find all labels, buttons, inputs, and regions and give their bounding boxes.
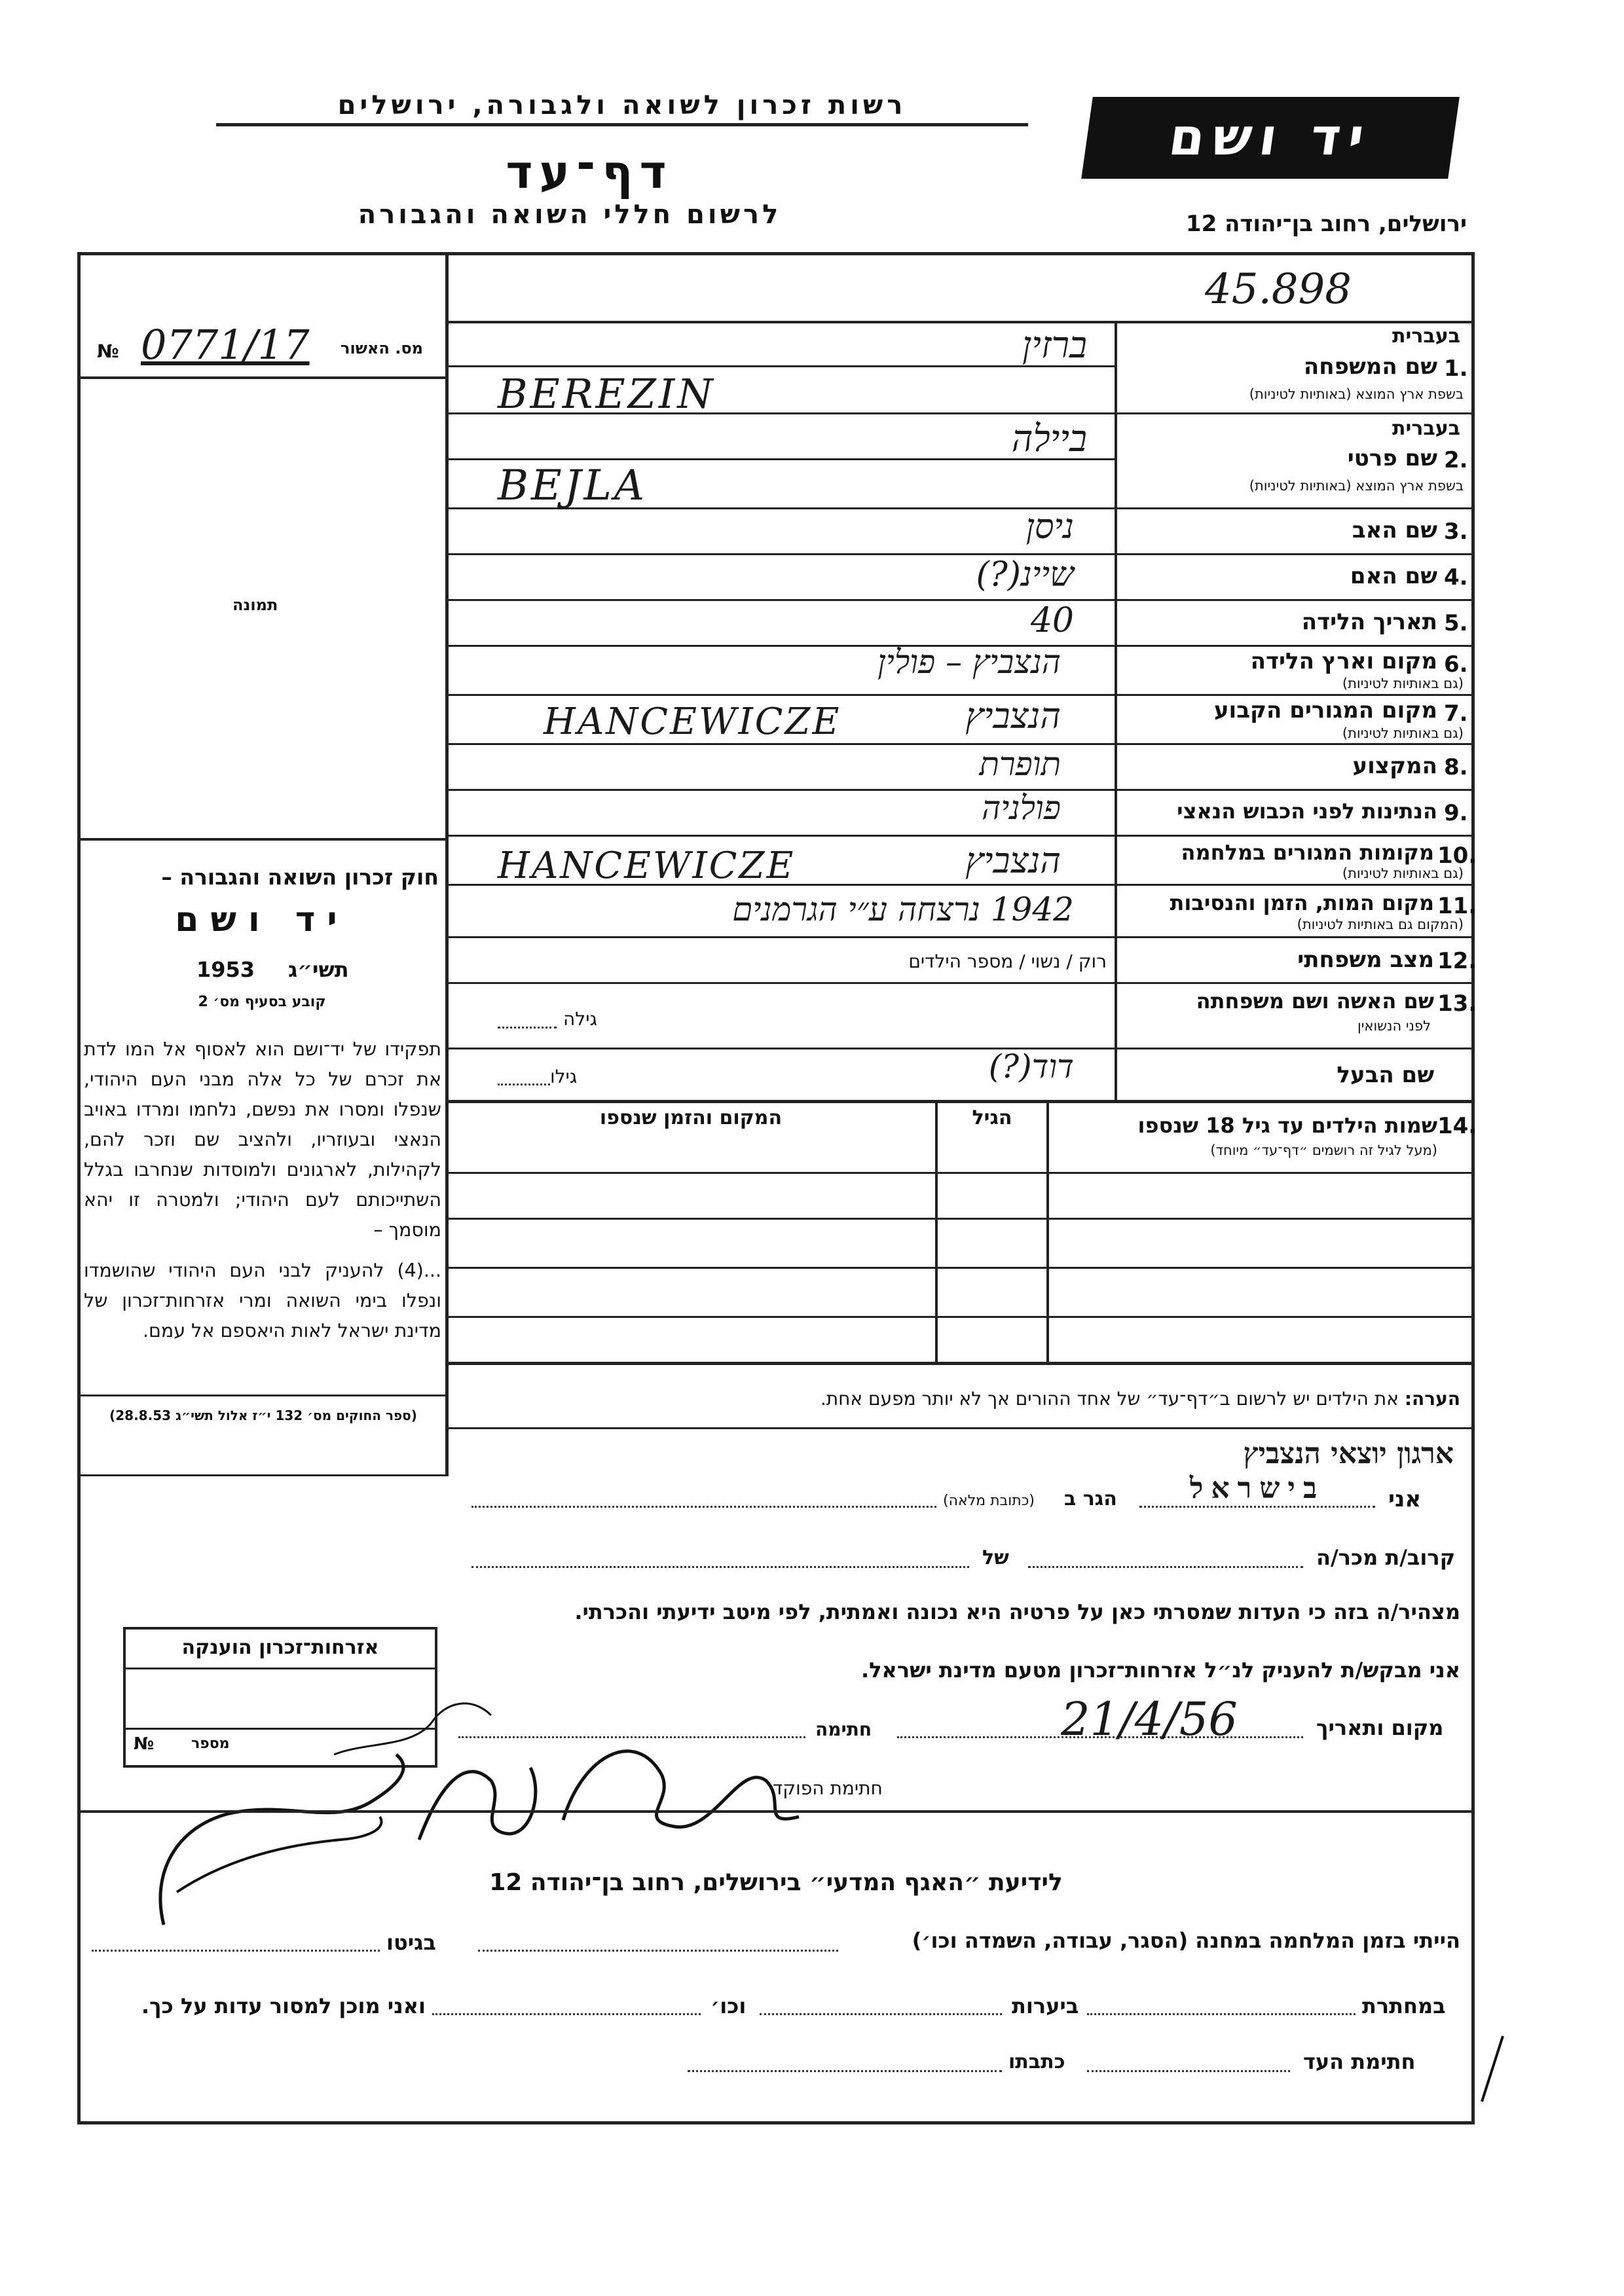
field-5-label: תאריך הלידה xyxy=(1301,609,1437,635)
children-row-rule xyxy=(447,1316,1475,1318)
field-11-label: מקום המות, הזמן והנסיבות xyxy=(1170,890,1434,915)
field-4-value[interactable]: שיינ(?) xyxy=(976,555,1074,594)
address-hint: (כתובת מלאה) xyxy=(943,1493,1035,1509)
approval-prefix: № xyxy=(97,340,119,362)
field-10-number: 10. xyxy=(1437,843,1477,869)
field-12-number: 12. xyxy=(1437,948,1477,974)
declarant-value[interactable]: בישראל xyxy=(1189,1472,1325,1505)
field-6-number: 6. xyxy=(1444,651,1468,678)
children-col-divider-2 xyxy=(935,1100,938,1362)
note-rule xyxy=(447,1427,1475,1429)
of-label: של xyxy=(982,1546,1009,1569)
declarant-label: אני xyxy=(1388,1486,1422,1512)
forests-label: ביערות xyxy=(1012,1994,1079,2018)
field-13-age-label: גילה xyxy=(563,1008,598,1030)
field-13-sub: לפני הנשואין xyxy=(1357,1018,1431,1034)
approval-number: 0771/17 xyxy=(141,321,310,369)
witness-signature-line[interactable] xyxy=(1087,2070,1290,2072)
ghetto-line[interactable] xyxy=(92,1950,380,1952)
note-row xyxy=(458,1388,1460,1410)
field-1-number: 1. xyxy=(1444,355,1468,382)
bottom-section-rule xyxy=(77,1810,1475,1813)
field-2-value-hebrew[interactable]: ביילה xyxy=(1011,418,1087,460)
children-row-rule xyxy=(447,1218,1475,1220)
field-11-value[interactable]: 1942 נרצחה ע״י הגרמנים xyxy=(732,890,1074,928)
children-col-divider-1 xyxy=(1046,1100,1049,1362)
row-rule xyxy=(447,835,1475,837)
citizenship-request: אני מבקש/ת להעניק לנ״ל אזרחות־זכרון מטעם מדינת ישראל. xyxy=(861,1658,1460,1683)
row-rule xyxy=(447,982,1475,984)
form-subtitle: לרשום חללי השואה והגבורה xyxy=(358,200,782,230)
field-13-label: שם האשה ושם משפחתה xyxy=(1196,989,1434,1013)
field-11-number: 11. xyxy=(1437,893,1477,919)
field-10-value-latin[interactable]: HANCEWICZE xyxy=(498,845,796,887)
field-7-label: מקום המגורים הקבוע xyxy=(1213,697,1437,723)
field-9-label: הנתינות לפני הכבוש הנאצי xyxy=(1177,799,1437,824)
husband-age-line[interactable] xyxy=(498,1084,550,1085)
partisans-label: במחתרת xyxy=(1362,1994,1446,2018)
field-13-age-line[interactable] xyxy=(498,1027,557,1029)
citizenship-box-number-label: מספר xyxy=(191,1736,230,1752)
field-4-number: 4. xyxy=(1444,564,1468,591)
camp-line-label: הייתי בזמן המלחמה במחנה (הסגר, עבודה, השמדה וכו׳) xyxy=(912,1928,1460,1953)
field-10-sub: (גם באותיות לטיניות) xyxy=(1342,866,1464,881)
field-7-value[interactable]: הנצביץ xyxy=(965,695,1061,737)
note-text: את הילדים יש לרשום ב״דף־עד״ של אחד ההורים אך לא יותר מפעם אחת. xyxy=(820,1388,1399,1410)
law-paragraph-1: תפקידו של יד־ושם הוא לאסוף אל המו לדת את זכרם של כל אלה מבני העם היהודי, שנפלו ומסרו את נפשם, נלחמו ומרדו באויב הנאצי ובעוזריו, ולהציב שם וזכר להם, לקהילות, לארגונים ולמוסדות שנחרבו בגלל השתייכותם לעם היהודי; ולמטרה זו יהא מוסמך – xyxy=(84,1038,441,1241)
left-photo-bottom xyxy=(77,838,447,841)
yad-vashem-logo xyxy=(1081,97,1460,179)
field-12-value[interactable]: רוק / נשוי / מספר הילדים xyxy=(908,951,1107,972)
forests-line[interactable] xyxy=(760,2013,1002,2015)
of-line[interactable] xyxy=(471,1566,969,1568)
relative-label: קרוב/ת מכר/ה xyxy=(1316,1545,1456,1570)
husband-label: שם הבעל xyxy=(1337,1062,1434,1088)
field-1-value-latin[interactable]: BEREZIN xyxy=(498,370,716,418)
signature-label: חתימה xyxy=(815,1719,872,1740)
institution-name: רשות זכרון לשואה ולגבורה, ירושלים xyxy=(337,90,907,120)
law-year: 1953 xyxy=(196,957,255,982)
field-3-value[interactable]: ניסן xyxy=(1025,507,1074,547)
field-1-lang: בעברית xyxy=(1392,325,1460,348)
field-10-value[interactable]: הנצביץ xyxy=(965,840,1061,881)
field-5-value[interactable]: 40 xyxy=(1030,601,1074,640)
children-row-rule xyxy=(447,1267,1475,1269)
place-date-label: מקום ותאריך xyxy=(1316,1715,1444,1740)
approval-label: מס. האשור xyxy=(341,339,423,357)
citizenship-box-number-prefix: № xyxy=(134,1734,155,1754)
children-title: שמות הילדים עד גיל 18 שנספו xyxy=(1137,1113,1437,1138)
field-2-value-latin[interactable]: BEJLA xyxy=(498,462,648,510)
partisans-line[interactable] xyxy=(1087,2013,1356,2015)
law-year-hebrew: תשי״ג xyxy=(288,957,349,982)
field-8-number: 8. xyxy=(1444,754,1468,780)
logo-text: יד ושם xyxy=(1165,108,1376,167)
field-6-sub: (גם באותיות לטיניות) xyxy=(1342,676,1464,691)
field-7-number: 7. xyxy=(1444,701,1468,727)
left-bottom-rule xyxy=(77,1474,447,1476)
field-13-number: 13. xyxy=(1437,991,1477,1017)
law-name: יד ושם xyxy=(175,900,349,939)
left-column-divider xyxy=(445,252,449,1476)
note-label: הערה: xyxy=(1404,1388,1460,1410)
row-rule xyxy=(447,936,1475,938)
witness-address-line[interactable] xyxy=(688,2070,1002,2072)
husband-age-label: גילו xyxy=(550,1066,578,1087)
etc-label: וכו׳ xyxy=(710,1994,747,2018)
citizenship-box-title: אזרחות־זכרון הוענקה xyxy=(181,1636,379,1659)
field-7-sub: (גם באותיות לטיניות) xyxy=(1342,725,1464,741)
relative-line[interactable] xyxy=(1028,1566,1303,1568)
declarant-line[interactable] xyxy=(1139,1506,1375,1508)
citation-rule xyxy=(77,1394,447,1396)
field-1-label: שם המשפחה xyxy=(1303,354,1437,380)
field-7-value-latin[interactable]: HANCEWICZE xyxy=(544,701,841,743)
ghetto-label: בגיטו xyxy=(386,1930,436,1955)
children-col-place: המקום והזמן שנספו xyxy=(599,1106,783,1129)
field-1-value-hebrew[interactable]: ברזין xyxy=(1022,324,1087,367)
organization-stamp: ארגון יוצאי הנצביץ xyxy=(1243,1437,1454,1470)
witness-signature-label: חתימת העד xyxy=(1303,2049,1416,2074)
official-signature-label: חתימת הפוקד xyxy=(773,1777,883,1799)
field-4-label: שם האם xyxy=(1350,563,1437,589)
field-6-label: מקום וארץ הלידה xyxy=(1250,648,1437,674)
field-12-label: מצב משפחתי xyxy=(1297,947,1434,973)
citizenship-box-rule xyxy=(126,1667,435,1669)
field-1-sub: בשפת ארץ המוצא (באותיות לטיניות) xyxy=(1249,386,1464,402)
declaration-statement: מצהיר/ה בזה כי העדות שמסרתי כאן על פרטיה היא נכונה ואמתית, לפי מיטב ידיעתי והכרתי. xyxy=(574,1599,1460,1624)
place-date-value[interactable]: 21/4/56 xyxy=(1061,1692,1238,1746)
field-3-number: 3. xyxy=(1444,519,1468,545)
field-8-label: המקצוע xyxy=(1352,753,1437,779)
law-section-ref: קובע בסעיף מס׳ 2 xyxy=(198,994,326,1010)
header-rule xyxy=(216,123,1028,126)
field-2-lang: בעברית xyxy=(1392,417,1460,440)
field-3-label: שם האב xyxy=(1352,517,1437,543)
form-title: דף־עד xyxy=(506,145,673,199)
photo-label: תמונה xyxy=(232,596,278,614)
husband-value[interactable]: דוד(?) xyxy=(988,1048,1074,1085)
field-5-number: 5. xyxy=(1444,610,1468,636)
children-header-rule xyxy=(447,1172,1475,1174)
witness-address-label: כתבתו xyxy=(1008,2050,1065,2073)
camp-line[interactable] xyxy=(478,1950,838,1952)
bottom-title: לידיעת ״האגף המדעי״ בירושלים, רחוב בן־יהודה 12 xyxy=(489,1869,1063,1896)
field-9-number: 9. xyxy=(1444,800,1468,826)
willing-label: ואני מוכן למסור עדות על כך. xyxy=(141,1994,426,2018)
children-number: 14. xyxy=(1437,1113,1477,1139)
field-11-sub: (המקום גם באותיות לטיניות) xyxy=(1297,917,1464,932)
children-col-age: הגיל xyxy=(972,1106,1012,1129)
top-row-rule xyxy=(445,321,1475,323)
field-2-sub: בשפת ארץ המוצא (באותיות לטיניות) xyxy=(1249,478,1464,494)
left-photo-border xyxy=(77,376,447,379)
children-sub: (מעל לגיל זה רושמים ״דף־עד״ מיוחד) xyxy=(1210,1142,1437,1158)
law-title: חוק זכרון השואה והגבורה – xyxy=(161,864,439,890)
field-9-value[interactable]: פולניה xyxy=(981,789,1061,827)
header-address: ירושלים, רחוב בן־יהודה 12 xyxy=(1185,211,1467,237)
field-8-value[interactable]: תופרת xyxy=(979,745,1061,783)
law-paragraph-2: ...(4) להעניק לבני העם היהודי שהושמדו ונפלו בימי השואה ומרי אזרחות־זכרון של מדינת ישראל לאות היאספם אל עמם. xyxy=(84,1260,441,1341)
handwritten-signatures xyxy=(138,1676,825,1938)
margin-pen-stroke xyxy=(1477,2030,1509,2108)
address-line[interactable] xyxy=(471,1506,936,1508)
row-rule xyxy=(447,1100,1475,1103)
field-6-value[interactable]: הנצביץ – פולין xyxy=(877,643,1061,681)
field-10-label: מקומות המגורים במלחמה xyxy=(1181,840,1434,865)
law-citation: (ספר החוקים מס׳ 132 י״ז אלול תשי״ג 28.8.53) xyxy=(109,1408,417,1423)
reference-number: 45.898 xyxy=(1205,265,1352,314)
field-2-label: שם פרטי xyxy=(1347,445,1437,471)
children-table-bottom xyxy=(447,1362,1475,1365)
etc-line[interactable] xyxy=(432,2013,701,2015)
field-2-number: 2. xyxy=(1444,447,1468,473)
resides-label: הגר ב xyxy=(1064,1487,1117,1510)
